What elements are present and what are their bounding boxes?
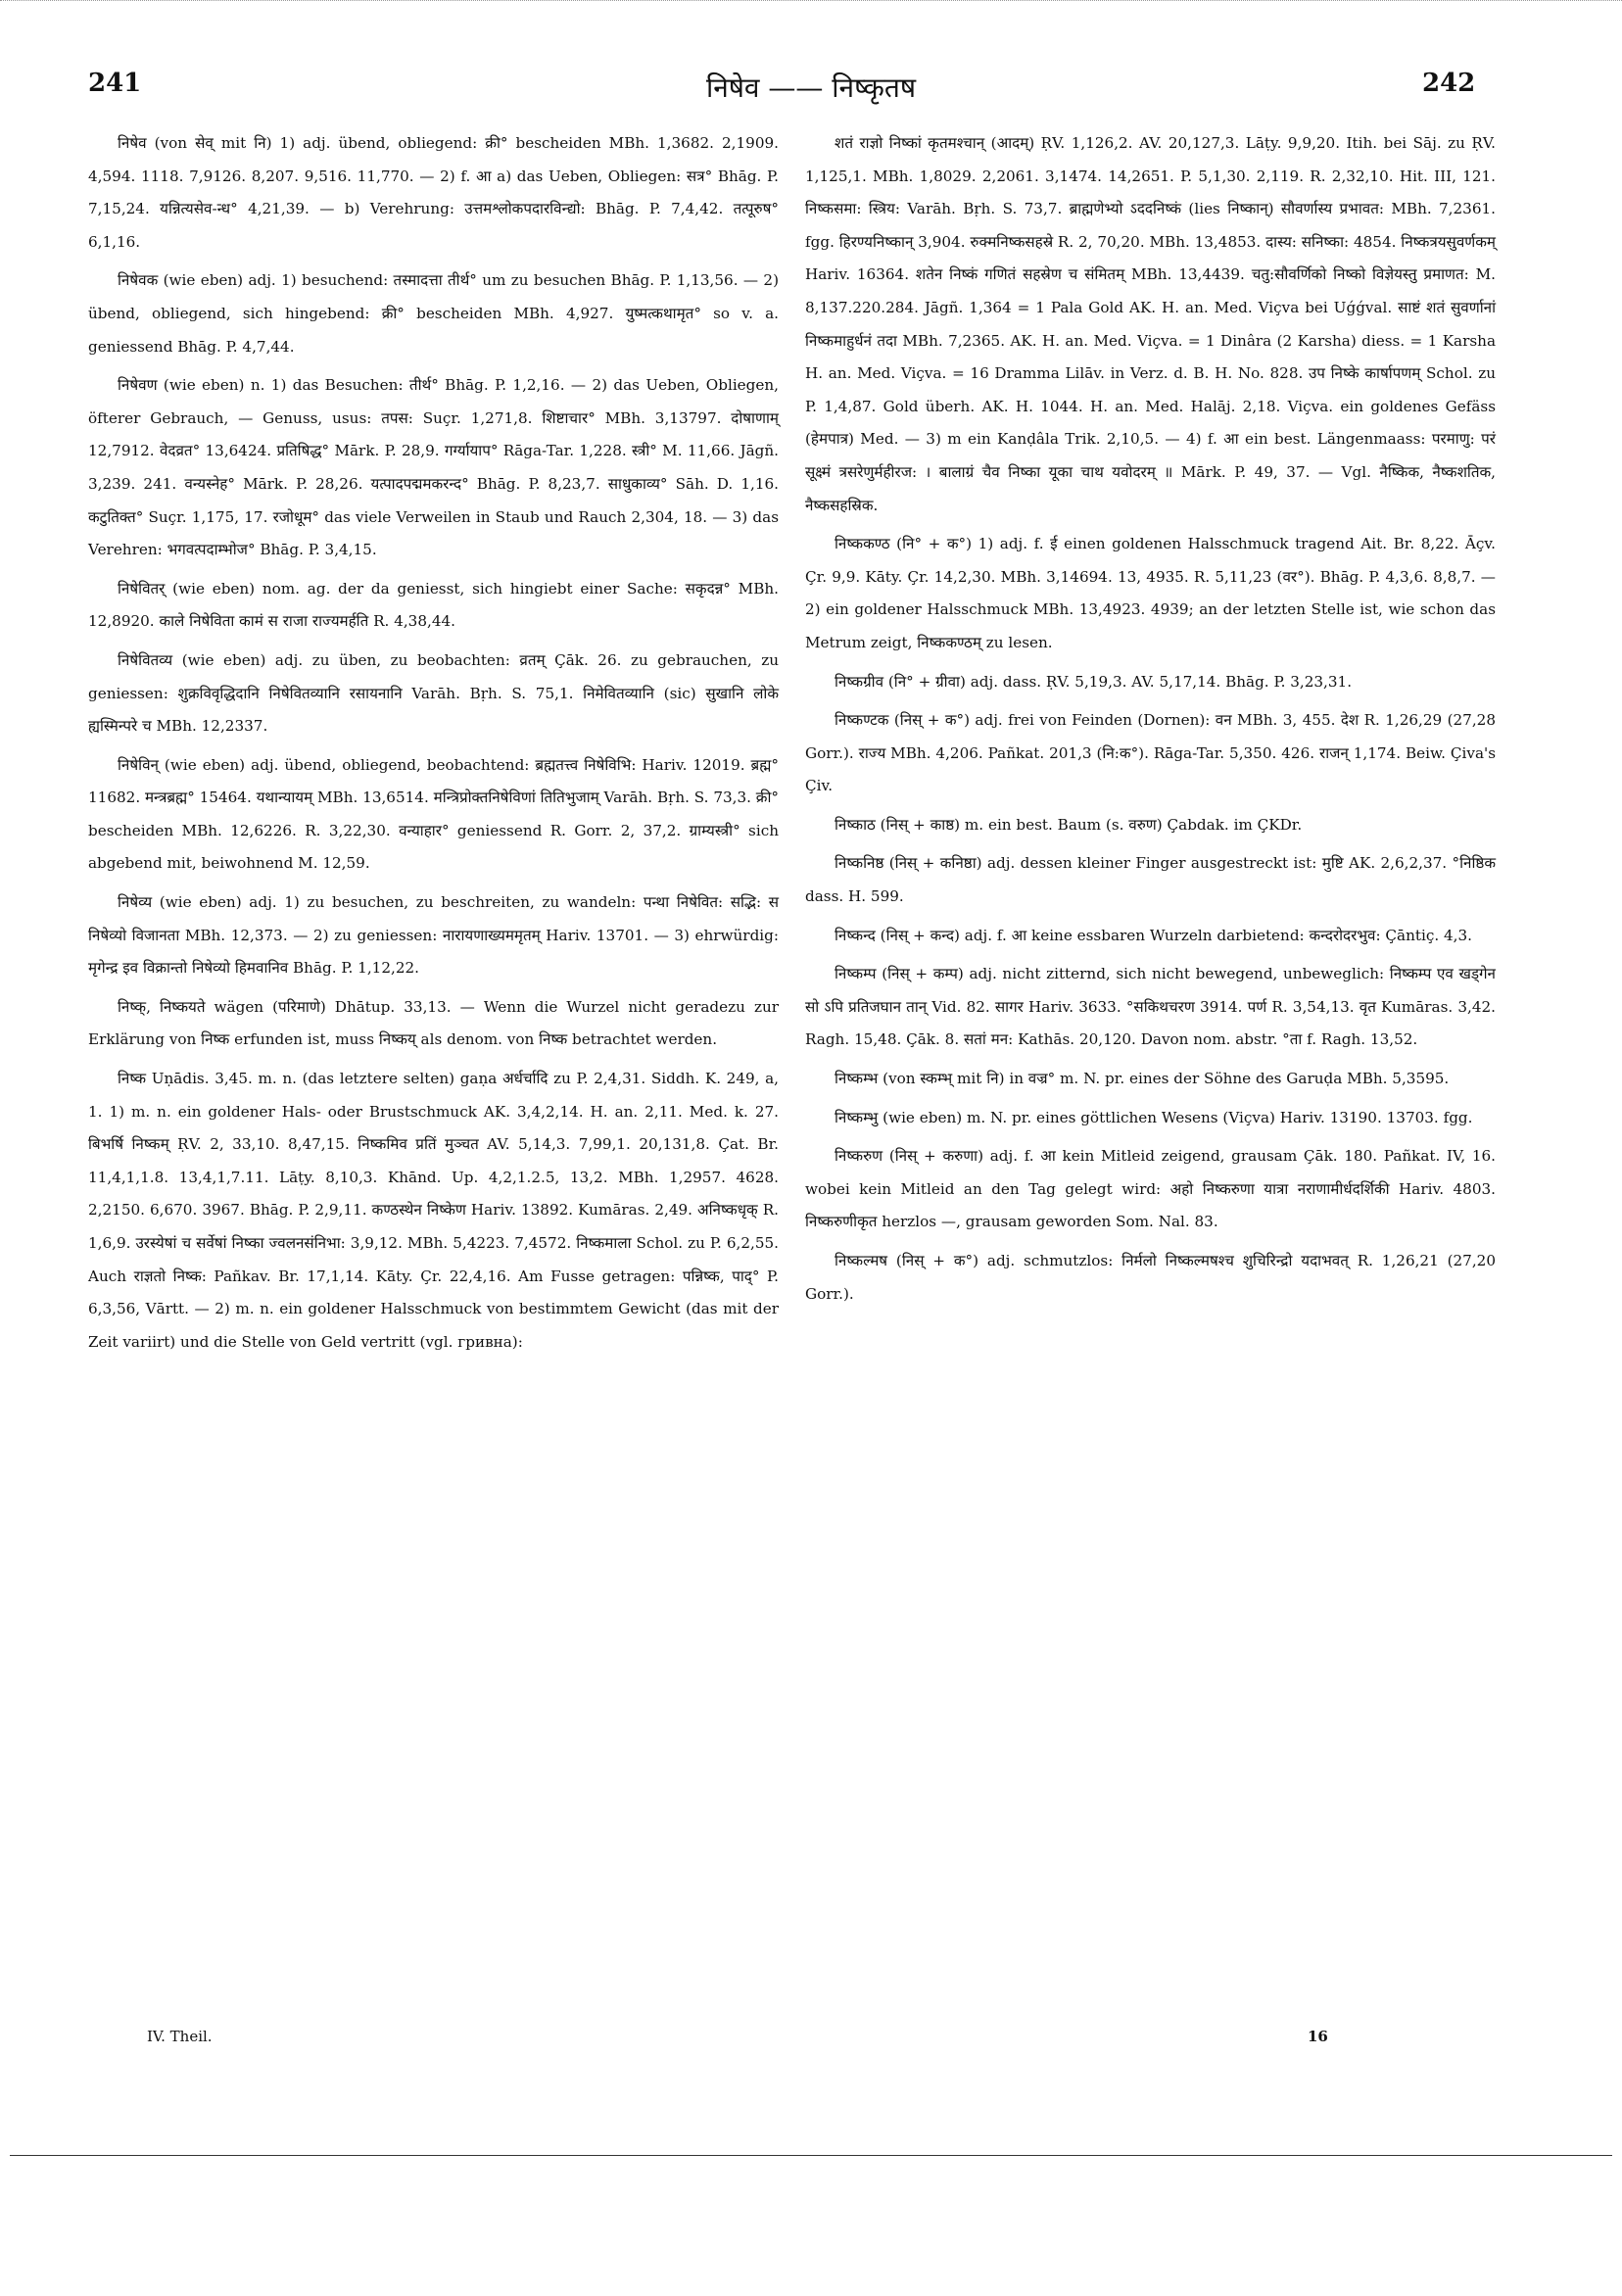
dictionary-entry: निष्काठ (निस् + काष्ठ) m. ein best. Baum (s. वरुण) Çabdak. im ÇKDr. [835,815,1303,834]
running-head: निषेव —— निष्कृतष [705,72,917,104]
dictionary-entry: निष्ककण्ठ (नि° + क°) 1) adj. f. ई einen goldenen Halsschmuck tragend Ait. Br. 8,22. Āçv. Çr. 9,9. Kāty. Çr. 14,2,30. MBh. 3,14694. 13, 4935. R. 5,11,23 (वर°). Bhāg. P. 4,3,6. 8,8,7. — 2) ein goldener Halsschmuck MBh. 13,4923. 4939; an der letzten Stelle ist, wie schon das Metrum zeigt, निष्ककण्ठम् zu lesen. [805,535,1496,651]
dictionary-entry: निषेवितर् (wie eben) nom. ag. der da geniesst, sich hingiebt einer Sache: सकृदन्न° MBh. 12,8920. काले निषेविता कामं स राजा राज्यमर्हति R. 4,38,44. [88,579,779,631]
left-column [88,127,779,1364]
dictionary-entry: निष्क Uṇādis. 3,45. m. n. (das letztere selten) gaṇa अर्धर्चादि zu P. 2,4,31. Siddh. K. 249, a, 1. 1) m. n. ein goldener Hals- oder Brustschmuck AK. 3,4,2,14. H. an. 2,11. Med. k. 27. बिभर्षि निष्कम् ṚV. 2, 33,10. 8,47,15. निष्कमिव प्रतिं मुञ्चत AV. 5,14,3. 7,99,1. 20,131,8. Çat. Br. 11,4,1,1.8. 13,4,1,7.11. Lāṭy. 8,10,3. Khānd. Up. 4,2,1.2.5, 13,2. MBh. 1,2957. 4628. 2,2150. 6,670. 3967. Bhāg. P. 2,9,11. कण्ठस्थेन निष्केण Hariv. 13892. Kumāras. 2,49. अनिष्कधृक् R. 1,6,9. उरस्येषां च सर्वेषां निष्का ज्वलनसंनिभा: 3,9,12. MBh. 5,4223. 7,4572. निष्कमाला Schol. zu P. 6,2,55. Auch राज्ञतो निष्क: Pañkav. Br. 17,1,14. Kāty. Çr. 22,4,16. Am Fusse getragen: पन्निष्क, पाद्° P. 6,3,56, Vārtt. — 2) m. n. ein goldener Halsschmuck von bestimmtem Gewicht (das mit der Zeit variirt) und die Stelle von Geld vertritt (vgl. гривна): [88,1070,779,1351]
dictionary-entry: निषेव्य (wie eben) adj. 1) zu besuchen, zu beschreiten, zu wandeln: पन्था निषेवित: सद्भि: स निषेव्यो विजानता MBh. 12,373. — 2) zu geniessen: नारायणाख्यममृतम् Hariv. 13701. — 3) ehrwürdig: मृगेन्द्र इव विक्रान्तो निषेव्यो हिमवानिव Bhāg. P. 1,12,22. [88,893,779,978]
volume-note: IV. Theil. [147,2028,213,2045]
dictionary-entry: निष्कम्प (निस् + कम्प) adj. nicht zitternd, sich nicht bewegend, unbeweglich: निष्कम्प एव खड्गेन सो ऽपि प्रतिजघान तान् Vid. 82. सागर Hariv. 3633. °सकिथचरण 3914. पर्ण R. 3,54,13. वृत Kumāras. 3,42. Ragh. 15,48. Çāk. 8. सतां मन: Kathās. 20,120. Davon nom. abstr. °ता f. Ragh. 13,52. [805,965,1496,1049]
dictionary-entry: निषेविन् (wie eben) adj. übend, obliegend, beobachtend: ब्रह्मतत्त्व निषेविभि: Hariv. 12019. ब्रह्म° 11682. मन्त्रब्रह्म° 15464. यथान्यायम् MBh. 13,6514. मन्त्रिप्रोक्तनिषेविणां तितिभुजाम् Varāh. Bṛh. S. 73,3. क्री° bescheiden MBh. 12,6226. R. 3,22,30. वन्याहार° geniessend R. Gorr. 2, 37,2. ग्राम्यस्त्री° sich abgebend mit, beiwohnend M. 12,59. [88,755,779,873]
dictionary-entry: निष्क्, निष्कयते wägen (परिमाणे) Dhātup. 33,13. — Wenn die Wurzel nicht geradezu zur Erklärung von निष्क erfunden ist, muss निष्कय् als denom. von निष्क betrachtet werden. [88,997,779,1049]
dictionary-entry: निष्कल्मष (निस् + क°) adj. schmutzlos: निर्मलो निष्कल्मषश्च शुचिरिन्द्रो यदाभवत् R. 1,26,21 (27,20 Gorr.). [805,1252,1496,1303]
dictionary-entry: शतं राज्ञो निष्कां कृतमश्चान् (आदम्) ṚV. 1,126,2. AV. 20,127,3. Lāṭy. 9,9,20. Itih. bei Sāj. zu ṚV. 1,125,1. MBh. 1,8029. 2,2061. 3,1474. 14,2651. P. 5,1,30. 2,119. R. 2,32,10. Hit. III, 121. निष्कसमा: स्त्रिय: Varāh. Bṛh. S. 73,7. ब्राह्मणेभ्यो ऽददनिष्कं (lies निष्कान्) सौवर्णास्य प्रभावत: MBh. 7,2361. fgg. हिरण्यनिष्कान् 3,904. रुक्मनिष्कसहस्रे R. 2, 70,20. MBh. 13,4853. दास्य: सनिष्का: 4854. निष्कत्रयसुवर्णकम् Hariv. 16364. शतेन निष्कं गणितं सहस्रेण च संमितम् MBh. 13,4439. चतु:सौवर्णिको निष्को विज्ञेयस्तु प्रमाणत: M. 8,137.220.284. Jāgñ. 1,364 = 1 Pala Gold AK. H. an. Med. Viçva bei Uǵǵval. साष्टं शतं सुवर्णानां निष्कमाहुर्धनं तदा MBh. 7,2365. AK. H. an. Med. Viçva. = 1 Dinâra (2 Karsha) diess. = 1 Karsha H. an. Med. Viçva. = 16 Dramma Lilāv. in Verz. d. B. H. No. 828. उप निष्के कार्षापणम् Schol. zu P. 1,4,87. Gold überh. AK. H. 1044. H. an. Med. Halāj. 2,18. Viçva. ein goldenes Gefäss (हेमपात्र) Med. — 3) m ein Kanḍâla Trik. 2,10,5. — 4) f. आ ein best. Längenmaass: परमाणु: परं सूक्ष्मं त्रसरेणुर्महीरज: । बालाग्रं चैव निष्का यूका चाथ यवोदरम् ॥ Mārk. P. 49, 37. — Vgl. नैष्किक, नैष्कशतिक, नैष्कसहस्रिक. [805,134,1496,514]
dictionary-entry: निषेवक (wie eben) adj. 1) besuchend: तस्मादत्ता तीर्थ° um zu besuchen Bhāg. P. 1,13,56. — 2) übend, obliegend, sich hingebend: क्री° bescheiden MBh. 4,927. युष्मत्कथामृत° so v. a. geniessend Bhāg. P. 4,7,44. [88,271,779,356]
dictionary-entry: निषेव (von सेव् mit नि) 1) adj. übend, obliegend: क्री° bescheiden MBh. 1,3682. 2,1909. 4,594. 1118. 7,9126. 8,207. 9,516. 11,770. — 2) f. आ a) das Ueben, Obliegen: सत्र° Bhāg. P. 7,15,24. यन्नित्यसेव-न्ध° 4,21,39. — b) Verehrung: उत्तमश्लोकपदारविन्द्यो: Bhāg. P. 7,4,42. तत्पूरुष° 6,1,16. [88,134,779,251]
dictionary-entry: निष्कन्द (निस् + कन्द) adj. f. आ keine essbaren Wurzeln darbietend: कन्दरोदरभुव: Çāntiç. 4,3. [835,926,1472,944]
signature-mark: 16 [1308,2028,1328,2045]
dictionary-entry: निषेवितव्य (wie eben) adj. zu üben, zu beobachten: व्रतम् Çāk. 26. zu gebrauchen, zu geniessen: शुक्रविवृद्धिदानि निषेवितव्यानि रसायनानि Varāh. Bṛh. S. 75,1. निमेवितव्यानि (sic) सुखानि लोके ह्यस्मिन्परे च MBh. 12,2337. [88,650,779,736]
page-number-right: 242 [1422,69,1476,98]
right-column [805,127,1496,1316]
page-number-left: 241 [88,69,142,98]
dictionary-entry: निष्कनिष्ठ (निस् + कनिष्ठा) adj. dessen kleiner Finger ausgestreckt ist: मुष्टि AK. 2,6,2,37. °निष्ठिक dass. H. 599. [805,854,1496,906]
bottom-rule [10,2155,1612,2156]
dictionary-entry: निष्कण्टक (निस् + क°) adj. frei von Feinden (Dornen): वन MBh. 3, 455. देश R. 1,26,29 (27,28 Gorr.). राज्य MBh. 4,206. Pañkat. 201,3 (नि:क°). Rāga-Tar. 5,350. 426. राजन् 1,174. Beiw. Çiva's Çiv. [805,711,1496,795]
dictionary-entry: निष्कग्रीव (नि° + ग्रीवा) adj. dass. ṚV. 5,19,3. AV. 5,17,14. Bhāg. P. 3,23,31. [835,672,1353,691]
dictionary-entry: निष्करुण (निस् + करुणा) adj. f. आ kein Mitleid zeigend, grausam Çāk. 180. Pañkat. IV, 16. wobei kein Mitleid an den Tag gelegt wird: अहो निष्करुणा यात्रा नराणामीर्धदर्शिकी Hariv. 4803. निष्करुणीकृत herzlos —, grausam geworden Som. Nal. 83. [805,1147,1496,1231]
top-edge-dots [0,0,1622,11]
dictionary-entry: निषेवण (wie eben) n. 1) das Besuchen: तीर्थ° Bhāg. P. 1,2,16. — 2) das Ueben, Obliegen, öfterer Gebrauch, — Genuss, usus: तपस: Suçr. 1,271,8. शिष्टाचार° MBh. 3,13797. दोषाणाम् 12,7912. वेदव्रत° 13,6424. प्रतिषिद्ध° Mārk. P. 28,9. गर्ग्यायाप° Rāga-Tar. 1,228. स्त्री° M. 11,66. Jāgñ. 3,239. 241. वन्यस्नेह° Mārk. P. 28,26. यत्पादपद्ममकरन्द° Bhāg. P. 8,23,7. साधुकाव्य° Sāh. D. 1,16. कटुतिक्त° Suçr. 1,175, 17. रजोधूम° das viele Verweilen in Staub und Rauch 2,304, 18. — 3) das Verehren: भगवत्पदाम्भोज° Bhāg. P. 3,4,15. [88,376,779,559]
dictionary-entry: निष्कम्भु (wie eben) m. N. pr. eines göttlichen Wesens (Viçva) Hariv. 13190. 13703. fgg. [835,1108,1473,1126]
dictionary-entry: निष्कम्भ (von स्कम्भ् mit नि) in वज्र° m. N. pr. eines der Söhne des Garuḍa MBh. 5,3595. [835,1070,1450,1088]
